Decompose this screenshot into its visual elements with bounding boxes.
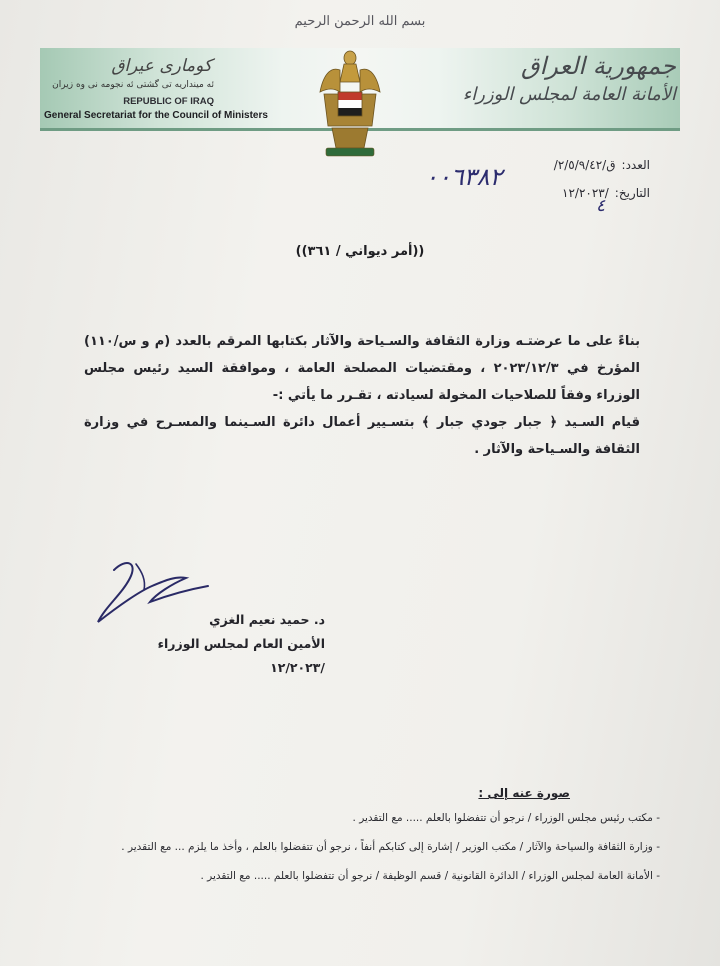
iraq-eagle-emblem-icon [318, 48, 382, 158]
reference-date-value: /١٢/٢٠٢٣ [562, 186, 609, 200]
cc-item: - الأمانة العامة لمجلس الوزراء / الدائرة القانونية / قسم الوظيفة / نرجو أن تتفضلوا بالعلم ..... مع التقدير . [70, 866, 660, 887]
cc-item: - مكتب رئيس مجلس الوزراء / نرجو أن تتفضلوا بالعلم ..... مع التقدير . [70, 808, 660, 829]
signatory-name: د. حميد نعيم الغزي [209, 612, 325, 627]
signatory-title: الأمين العام لمجلس الوزراء [157, 636, 325, 651]
cc-item: - وزارة الثقافة والسياحة والآثار / مكتب الوزير / إشارة إلى كتابكم أنفاً ، نرجو أن تتفضلوا بالعلم ، وأخذ ما يلزم ... مع التقدير . [70, 837, 660, 858]
reference-number-row [548, 158, 650, 172]
basmala: بسم الله الرحمن الرحيم [294, 14, 426, 29]
cc-list [70, 808, 660, 895]
letterhead-english-subtitle: General Secretariat for the Council of Ministers [44, 110, 268, 121]
body-paragraph-1: بناءً على ما عرضتـه وزارة الثقافة والسـياحة والآثار بكتابها المرقم بالعدد (م و س/١١٠) المؤرخ في ٢٠٢٣/١٢/٣ ، ومقتضيات المصلحة العامة ، وموافقة السيد رئيس مجلس الوزراء وفقاً للصلاحيات المخولة لسيادته ، تقـرر ما يأتي :- [84, 334, 640, 403]
reference-number-label: العدد: [621, 158, 650, 172]
reference-number-value: ق/٢/٥/٩/٤٢/ [553, 158, 616, 172]
cc-title: صورة عنه إلى : [478, 786, 570, 800]
letterhead-english-title: REPUBLIC OF IRAQ [123, 96, 214, 107]
signature-date: /١٢/٢٠٢٣ [270, 660, 325, 675]
body-paragraph-2: قيام السـيد ﴿ جبار جودي جبار ﴾ بتسـيير أعمال دائرة السـينما والمسـرح في وزارة الثقافة والسـياحة والآثار . [84, 415, 640, 457]
handwritten-reference-number: ٠٠٦٣٨٢ [425, 163, 503, 191]
order-title: ((أمر ديواني / ٣٦١)) [295, 244, 425, 259]
letterhead-arabic-title: جمهورية العراق [520, 52, 676, 80]
letter-body [84, 328, 640, 463]
letterhead-kurdish-subtitle: ئه مینداریه تی گشتی ئه نجومه نی وه زیران [52, 80, 214, 90]
letterhead-kurdish-title: كوماری عیراق [111, 56, 212, 76]
reference-date-label: التاريخ: [614, 186, 650, 200]
letterhead-arabic-subtitle: الأمانة العامة لمجلس الوزراء [462, 84, 676, 105]
handwritten-date-day: ٤ [596, 196, 606, 216]
